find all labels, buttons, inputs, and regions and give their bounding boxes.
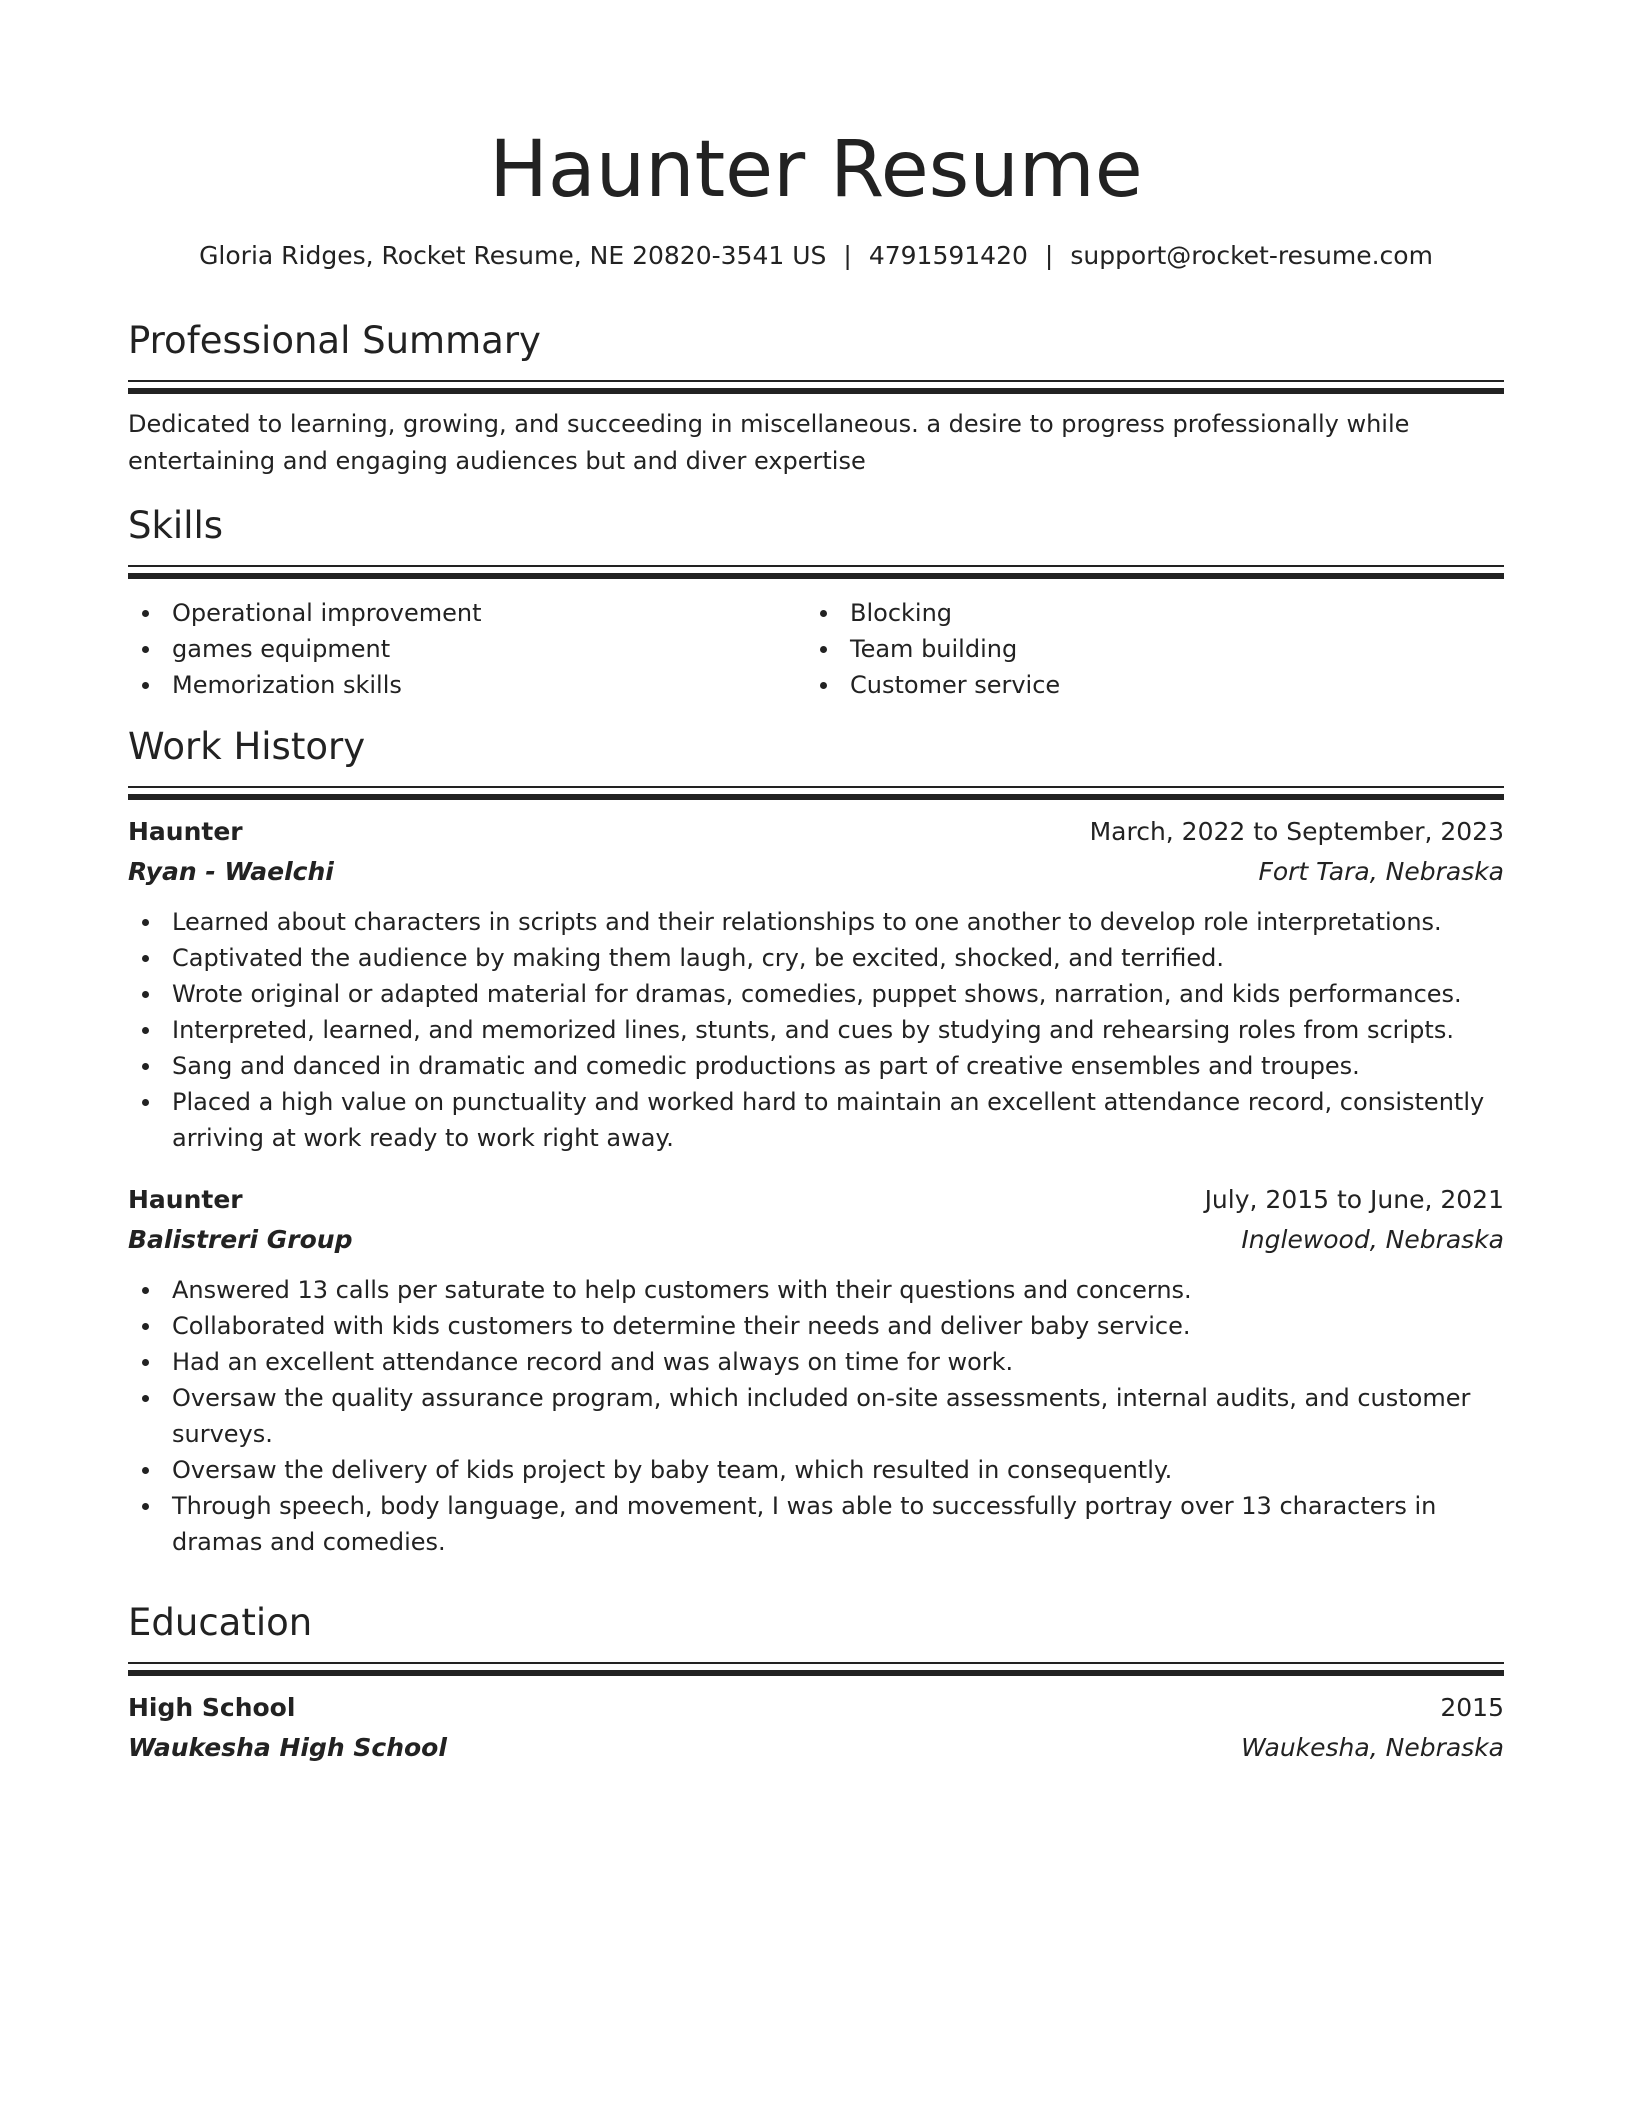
contact-address: Gloria Ridges, Rocket Resume, NE 20820-3541 US	[199, 241, 827, 270]
job-duty: Captivated the audience by making them laugh, cry, be excited, shocked, and terrified.	[128, 940, 1504, 976]
resume-title: Haunter Resume	[489, 125, 1143, 215]
job-location: Inglewood, Nebraska	[1241, 1225, 1504, 1254]
section-heading: Education	[128, 1601, 313, 1644]
contact-separator: |	[843, 241, 852, 270]
skill-item: Team building	[806, 631, 1484, 667]
education-location: Waukesha, Nebraska	[1241, 1733, 1504, 1762]
contact-email: support@rocket-resume.com	[1070, 241, 1433, 270]
job-dates: March, 2022 to September, 2023	[1089, 817, 1504, 846]
job-dates: July, 2015 to June, 2021	[1204, 1185, 1504, 1214]
job-entry	[128, 1180, 1504, 1560]
section-divider	[128, 786, 1504, 800]
job-employer: Balistreri Group	[128, 1225, 353, 1254]
skills-column-left	[128, 595, 806, 703]
contact-separator: |	[1044, 241, 1054, 270]
education-degree: High School	[128, 1693, 296, 1722]
skills-column-right	[806, 595, 1484, 703]
job-duty: Oversaw the quality assurance program, which included on-site assessments, internal audits, and customer surveys.	[128, 1380, 1504, 1452]
section-divider	[128, 1662, 1504, 1676]
job-title: Haunter	[128, 1185, 243, 1214]
job-duty: Oversaw the delivery of kids project by baby team, which resulted in consequently.	[128, 1452, 1504, 1488]
job-duty: Collaborated with kids customers to determine their needs and deliver baby service.	[128, 1308, 1504, 1344]
job-duty: Answered 13 calls per saturate to help customers with their questions and concerns.	[128, 1272, 1504, 1308]
education-school: Waukesha High School	[128, 1733, 447, 1762]
section-heading: Skills	[128, 504, 224, 547]
job-duties	[128, 1272, 1504, 1560]
summary-section	[128, 316, 1504, 480]
job-duty: Through speech, body language, and movement, I was able to successfully portray over 13 characters in dramas and comedies.	[128, 1488, 1504, 1560]
skill-item: Blocking	[806, 595, 1484, 631]
skill-item: games equipment	[128, 631, 806, 667]
section-heading: Professional Summary	[128, 319, 541, 362]
job-entry	[128, 812, 1504, 1156]
skill-item: Operational improvement	[128, 595, 806, 631]
job-duty: Sang and danced in dramatic and comedic productions as part of creative ensembles and troupes.	[128, 1048, 1504, 1084]
education-section	[128, 1598, 1504, 1768]
job-title: Haunter	[128, 817, 243, 846]
summary-text: Dedicated to learning, growing, and succeeding in miscellaneous. a desire to progress professionally while entertaining and engaging audiences but and diver expertise	[128, 410, 1410, 475]
job-duty: Interpreted, learned, and memorized lines, stunts, and cues by studying and rehearsing roles from scripts.	[128, 1012, 1504, 1048]
contact-phone: 4791591420	[868, 241, 1028, 270]
section-heading: Work History	[128, 725, 366, 768]
job-location: Fort Tara, Nebraska	[1258, 857, 1504, 886]
education-entry	[128, 1688, 1504, 1768]
job-duty: Placed a high value on punctuality and worked hard to maintain an excellent attendance record, consistently arriving at work ready to work right away.	[128, 1084, 1504, 1156]
job-duty: Learned about characters in scripts and their relationships to one another to develop role interpretations.	[128, 904, 1504, 940]
job-duty: Had an excellent attendance record and was always on time for work.	[128, 1344, 1504, 1380]
job-duties	[128, 904, 1504, 1156]
job-duty: Wrote original or adapted material for dramas, comedies, puppet shows, narration, and kids performances.	[128, 976, 1504, 1012]
skill-item: Customer service	[806, 667, 1484, 703]
skills-section	[128, 501, 1504, 703]
skill-item: Memorization skills	[128, 667, 806, 703]
contact-line	[128, 238, 1504, 274]
section-divider	[128, 380, 1504, 394]
job-employer: Ryan - Waelchi	[128, 857, 334, 886]
education-year: 2015	[1440, 1693, 1504, 1722]
skills-list	[128, 595, 1504, 703]
work-history-section	[128, 722, 1504, 1560]
section-divider	[128, 565, 1504, 579]
